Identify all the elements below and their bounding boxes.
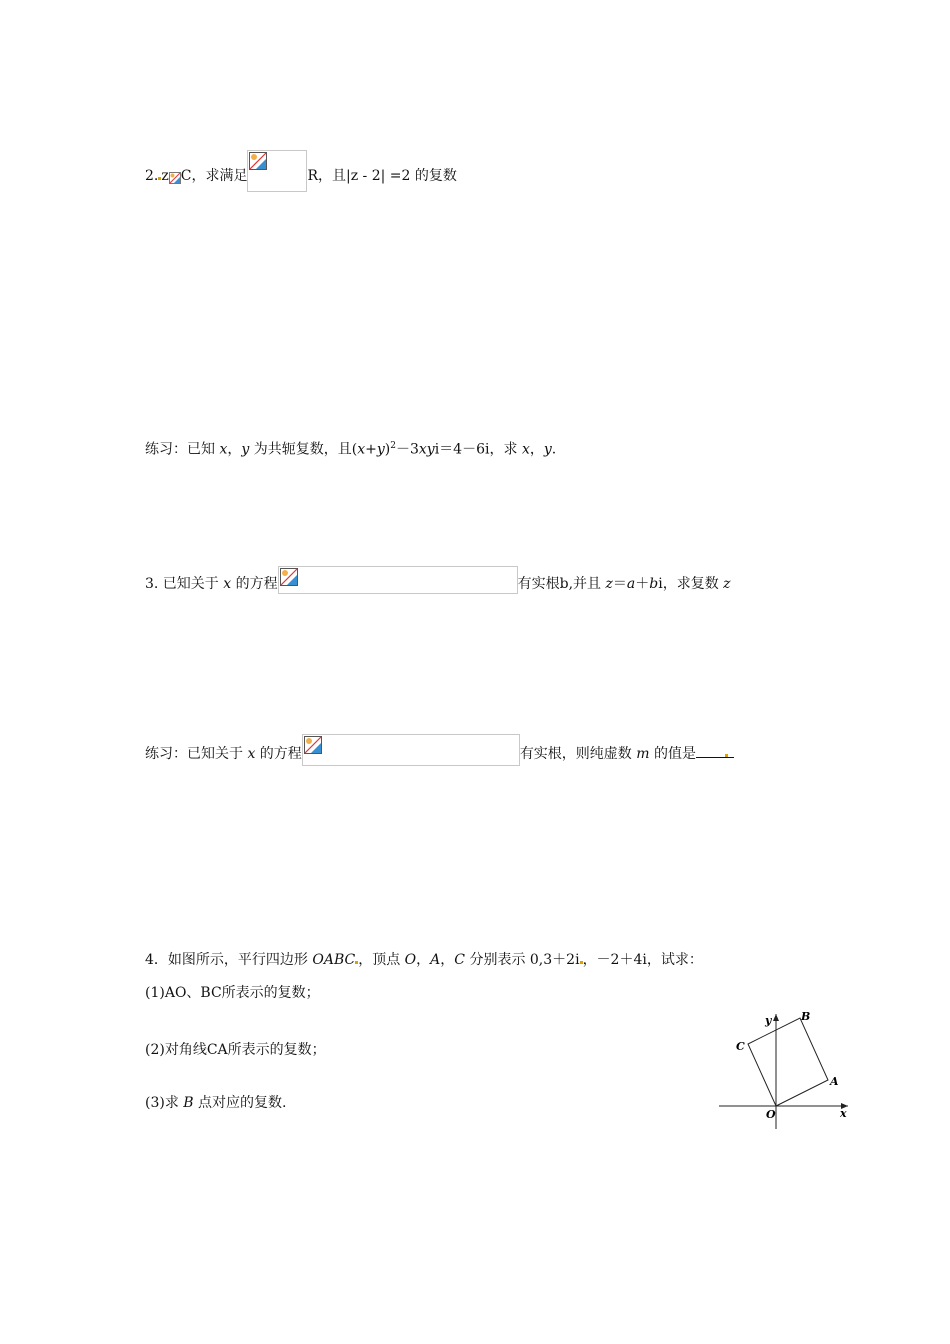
text-segment: ，－2＋4i，试求： bbox=[582, 952, 703, 968]
label-y: y bbox=[765, 1014, 772, 1027]
text-segment: 有实根b,并且 bbox=[517, 576, 606, 592]
question-2 bbox=[145, 150, 457, 192]
text-segment: －3 bbox=[395, 441, 419, 458]
var-x: x bbox=[223, 576, 232, 592]
plus-sign: + bbox=[365, 441, 377, 458]
question-4-part-2: (2)对角线CA所表示的复数； bbox=[145, 1042, 326, 1058]
separator: ， bbox=[416, 952, 431, 968]
equals-sign: ＝ bbox=[612, 576, 627, 592]
separator: ， bbox=[227, 441, 242, 458]
var-x: x bbox=[219, 441, 228, 458]
question-4-part-3 bbox=[145, 1093, 286, 1113]
exponent: 2 bbox=[390, 441, 396, 451]
text-segment: 点对应的复数. bbox=[193, 1095, 287, 1111]
plus-sign: ＋ bbox=[635, 576, 650, 592]
marker-dot bbox=[725, 754, 728, 757]
var-b: b bbox=[649, 576, 659, 592]
var-z: z bbox=[723, 576, 731, 592]
var-z: z bbox=[161, 168, 169, 184]
label-a: A bbox=[830, 1075, 839, 1088]
question-3 bbox=[145, 566, 731, 594]
broken-image-icon bbox=[304, 736, 322, 754]
separator: ， bbox=[529, 441, 544, 458]
answer-blank bbox=[696, 743, 734, 758]
question-number: 2. bbox=[145, 168, 159, 184]
broken-image-icon bbox=[249, 152, 267, 170]
equation-image-placeholder bbox=[278, 566, 518, 594]
vertex-c: C bbox=[454, 952, 465, 968]
text-segment: 分别表示 0,3＋2i bbox=[465, 952, 580, 968]
parallelogram-figure bbox=[714, 1008, 859, 1133]
text-segment: 的值是 bbox=[649, 746, 696, 762]
label-o: O bbox=[766, 1108, 776, 1121]
exercise-2 bbox=[145, 734, 734, 766]
condition-text: R，且|z - 2| =2 的复数 bbox=[307, 168, 457, 184]
label-x: x bbox=[840, 1107, 847, 1120]
vertex-a: A bbox=[430, 952, 441, 968]
period: . bbox=[551, 441, 557, 458]
vertex-b: B bbox=[183, 1095, 194, 1111]
var-x: x bbox=[521, 441, 530, 458]
question-4-part-1: (1)AO、BC所表示的复数； bbox=[145, 985, 320, 1001]
y-axis-arrow bbox=[773, 1014, 779, 1021]
broken-image-icon bbox=[280, 568, 298, 586]
separator: ， bbox=[440, 952, 455, 968]
var-y: y bbox=[543, 441, 552, 458]
formula-image-placeholder bbox=[247, 150, 307, 192]
exercise-1 bbox=[145, 436, 556, 460]
text-segment: ，顶点 bbox=[358, 952, 405, 968]
parallelogram-oabc bbox=[748, 1018, 828, 1106]
var-x: x bbox=[247, 746, 256, 762]
var-z: z bbox=[605, 576, 613, 592]
text-segment: i＝4－6i，求 bbox=[434, 441, 522, 458]
exercise-label: 练习：已知 bbox=[145, 441, 220, 458]
question-4 bbox=[145, 950, 703, 970]
text-segment: 练习：已知关于 bbox=[145, 746, 248, 762]
parallelogram-name: OABC bbox=[312, 952, 356, 968]
text-segment: (3)求 bbox=[145, 1095, 184, 1111]
text-segment: 的方程 bbox=[231, 576, 278, 592]
set-c-text: C，求满足 bbox=[180, 168, 248, 184]
var-xy: xy bbox=[418, 441, 435, 458]
var-x: x bbox=[357, 441, 366, 458]
text-segment: 4．如图所示，平行四边形 bbox=[145, 952, 313, 968]
text-segment: i，求复数 bbox=[658, 576, 724, 592]
var-a: a bbox=[626, 576, 636, 592]
equation-image-placeholder bbox=[302, 734, 520, 766]
var-m: m bbox=[636, 746, 650, 762]
label-b: B bbox=[801, 1010, 811, 1023]
vertex-o: O bbox=[404, 952, 417, 968]
text-segment: 的方程 bbox=[255, 746, 302, 762]
broken-image-icon bbox=[169, 170, 181, 182]
var-y: y bbox=[376, 441, 385, 458]
label-c: C bbox=[736, 1040, 745, 1053]
text-segment: 有实根，则纯虚数 bbox=[519, 746, 637, 762]
text-segment: 为共轭复数，且( bbox=[249, 441, 358, 458]
var-y: y bbox=[241, 441, 250, 458]
text-segment: 3. 已知关于 bbox=[145, 576, 224, 592]
paren: ) bbox=[384, 441, 391, 458]
